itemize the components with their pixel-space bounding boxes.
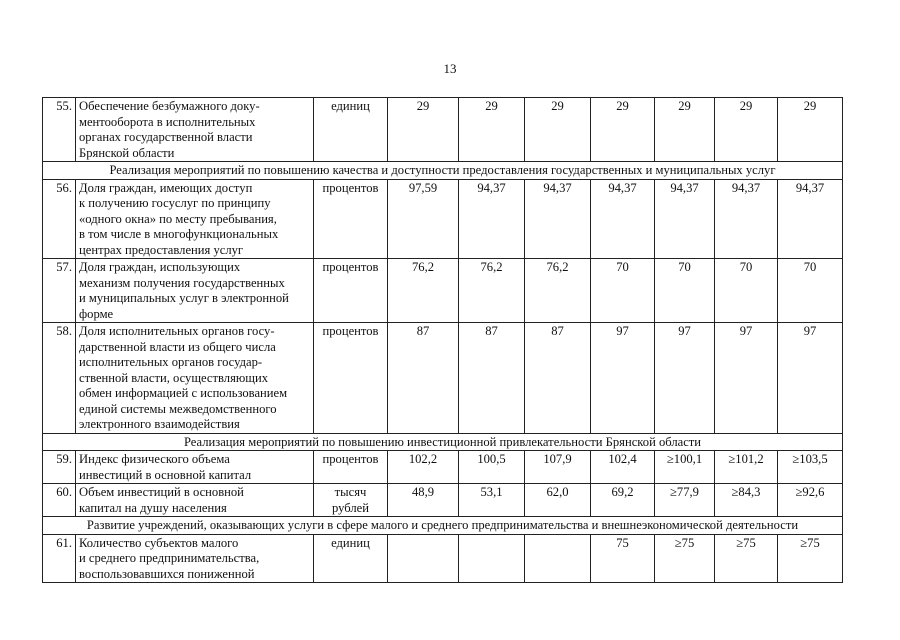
row-number: 56. — [43, 179, 76, 259]
indicator-name-line: электронного взаимодействия — [79, 417, 240, 431]
indicator-name-line: единой системы межведомственного — [79, 401, 277, 416]
table-row — [43, 259, 843, 323]
unit-cell — [314, 451, 388, 484]
indicator-name — [76, 323, 314, 434]
indicator-name-line: дарственной власти из общего числа — [79, 339, 276, 354]
indicator-name — [76, 534, 314, 583]
indicator-name-line: «одного окна» по месту пребывания, — [79, 211, 277, 226]
table-row — [43, 451, 843, 484]
unit-line: процентов — [322, 452, 379, 466]
value-cell: 29 — [388, 98, 459, 162]
value-cell: 97,59 — [388, 179, 459, 259]
value-cell: ≥75 — [715, 534, 778, 583]
indicator-name-line: воспользовавшихся пониженной — [79, 566, 255, 581]
indicator-name-line: Доля исполнительных органов госу- — [79, 324, 275, 338]
table-row — [43, 484, 843, 517]
indicator-name-line: обмен информацией с использованием — [79, 386, 288, 400]
indicator-name-line: капитал на душу населения — [79, 500, 227, 515]
indicator-name-line: Брянской области — [79, 145, 175, 160]
value-cell: ≥100,1 — [655, 451, 715, 484]
value-cell: 87 — [525, 323, 591, 434]
value-cell: 29 — [715, 98, 778, 162]
value-cell: 76,2 — [525, 259, 591, 323]
value-cell: 94,37 — [778, 179, 843, 259]
indicator-name-line: форме — [79, 306, 114, 321]
value-cell: 53,1 — [459, 484, 525, 517]
indicator-name — [76, 98, 314, 162]
value-cell: 94,37 — [525, 179, 591, 259]
row-number: 60. — [43, 484, 76, 517]
value-cell: ≥92,6 — [778, 484, 843, 517]
value-cell — [525, 534, 591, 583]
value-cell: 29 — [459, 98, 525, 162]
value-cell: 107,9 — [525, 451, 591, 484]
table-row — [43, 534, 843, 583]
unit-cell — [314, 534, 388, 583]
value-cell: 94,37 — [655, 179, 715, 259]
value-cell: 97 — [715, 323, 778, 434]
value-cell — [459, 534, 525, 583]
unit-cell — [314, 98, 388, 162]
value-cell: 102,4 — [591, 451, 655, 484]
indicator-name-line: исполнительных органов государ- — [79, 355, 263, 369]
indicator-name — [76, 259, 314, 323]
value-cell: 70 — [591, 259, 655, 323]
indicator-name-line: Индекс физического объема — [79, 452, 230, 466]
table-body — [43, 98, 843, 583]
value-cell: 70 — [655, 259, 715, 323]
indicator-name-line: в том числе в многофункциональных — [79, 227, 279, 241]
value-cell: 76,2 — [388, 259, 459, 323]
indicator-name-line: к получению госуслуг по принципу — [79, 196, 271, 210]
value-cell: ≥75 — [778, 534, 843, 583]
value-cell: 94,37 — [459, 179, 525, 259]
indicator-name-line: Доля граждан, имеющих доступ — [79, 180, 253, 195]
indicator-name-line: Объем инвестиций в основной — [79, 485, 244, 499]
unit-line: единиц — [331, 535, 370, 550]
indicator-name — [76, 179, 314, 259]
value-cell: ≥101,2 — [715, 451, 778, 484]
row-number: 61. — [43, 534, 76, 583]
unit-line: единиц — [331, 99, 370, 113]
value-cell: 70 — [778, 259, 843, 323]
value-cell: 48,9 — [388, 484, 459, 517]
section-header-row — [43, 433, 843, 451]
value-cell: 87 — [388, 323, 459, 434]
value-cell: 102,2 — [388, 451, 459, 484]
value-cell: 97 — [778, 323, 843, 434]
value-cell: 97 — [591, 323, 655, 434]
unit-cell — [314, 179, 388, 259]
indicator-name-line: органах государственной власти — [79, 130, 253, 144]
value-cell: 29 — [591, 98, 655, 162]
row-number: 55. — [43, 98, 76, 162]
table-row — [43, 179, 843, 259]
value-cell: 94,37 — [591, 179, 655, 259]
value-cell: 70 — [715, 259, 778, 323]
section-header-row — [43, 162, 843, 180]
unit-line: процентов — [322, 260, 379, 274]
table-row — [43, 323, 843, 434]
unit-cell — [314, 323, 388, 434]
value-cell: ≥103,5 — [778, 451, 843, 484]
section-title: Реализация мероприятий по повышению качества и доступности предоставления государственных и муниципальных услуг — [43, 162, 843, 180]
section-title: Развитие учреждений, оказывающих услуги в сфере малого и среднего предпринимательства и внешнеэкономической деятельности — [43, 517, 843, 535]
unit-line: рублей — [332, 500, 369, 515]
indicators-table — [42, 97, 843, 583]
value-cell — [388, 534, 459, 583]
table-row — [43, 98, 843, 162]
value-cell: 100,5 — [459, 451, 525, 484]
indicator-name-line: Количество субъектов малого — [79, 535, 239, 550]
unit-line: процентов — [322, 324, 379, 338]
section-header-row — [43, 517, 843, 535]
value-cell: 75 — [591, 534, 655, 583]
unit-cell — [314, 484, 388, 517]
unit-cell — [314, 259, 388, 323]
indicator-name-line: механизм получения государственных — [79, 275, 285, 290]
value-cell: 97 — [655, 323, 715, 434]
value-cell: 69,2 — [591, 484, 655, 517]
value-cell: ≥75 — [655, 534, 715, 583]
value-cell: 29 — [778, 98, 843, 162]
indicator-name-line: Обеспечение безбумажного доку- — [79, 99, 260, 113]
indicator-name-line: инвестиций в основной капитал — [79, 467, 252, 482]
indicator-name-line: ментооборота в исполнительных — [79, 114, 256, 129]
indicator-name — [76, 451, 314, 484]
row-number: 58. — [43, 323, 76, 434]
value-cell: 62,0 — [525, 484, 591, 517]
indicator-name — [76, 484, 314, 517]
indicator-name-line: и среднего предпринимательства, — [79, 551, 260, 565]
indicator-name-line: и муниципальных услуг в электронной — [79, 291, 289, 305]
value-cell: 94,37 — [715, 179, 778, 259]
unit-line: процентов — [322, 180, 379, 195]
indicator-name-line: Доля граждан, использующих — [79, 260, 241, 274]
value-cell: ≥77,9 — [655, 484, 715, 517]
row-number: 59. — [43, 451, 76, 484]
indicator-name-line: ственной власти, осуществляющих — [79, 370, 269, 385]
page-number: 13 — [443, 61, 457, 76]
row-number: 57. — [43, 259, 76, 323]
value-cell: 29 — [655, 98, 715, 162]
value-cell: 87 — [459, 323, 525, 434]
value-cell: 76,2 — [459, 259, 525, 323]
value-cell: 29 — [525, 98, 591, 162]
indicator-name-line: центрах предоставления услуг — [79, 242, 244, 257]
unit-line: тысяч — [334, 485, 367, 499]
section-title: Реализация мероприятий по повышению инвестиционной привлекательности Брянской области — [43, 433, 843, 451]
value-cell: ≥84,3 — [715, 484, 778, 517]
